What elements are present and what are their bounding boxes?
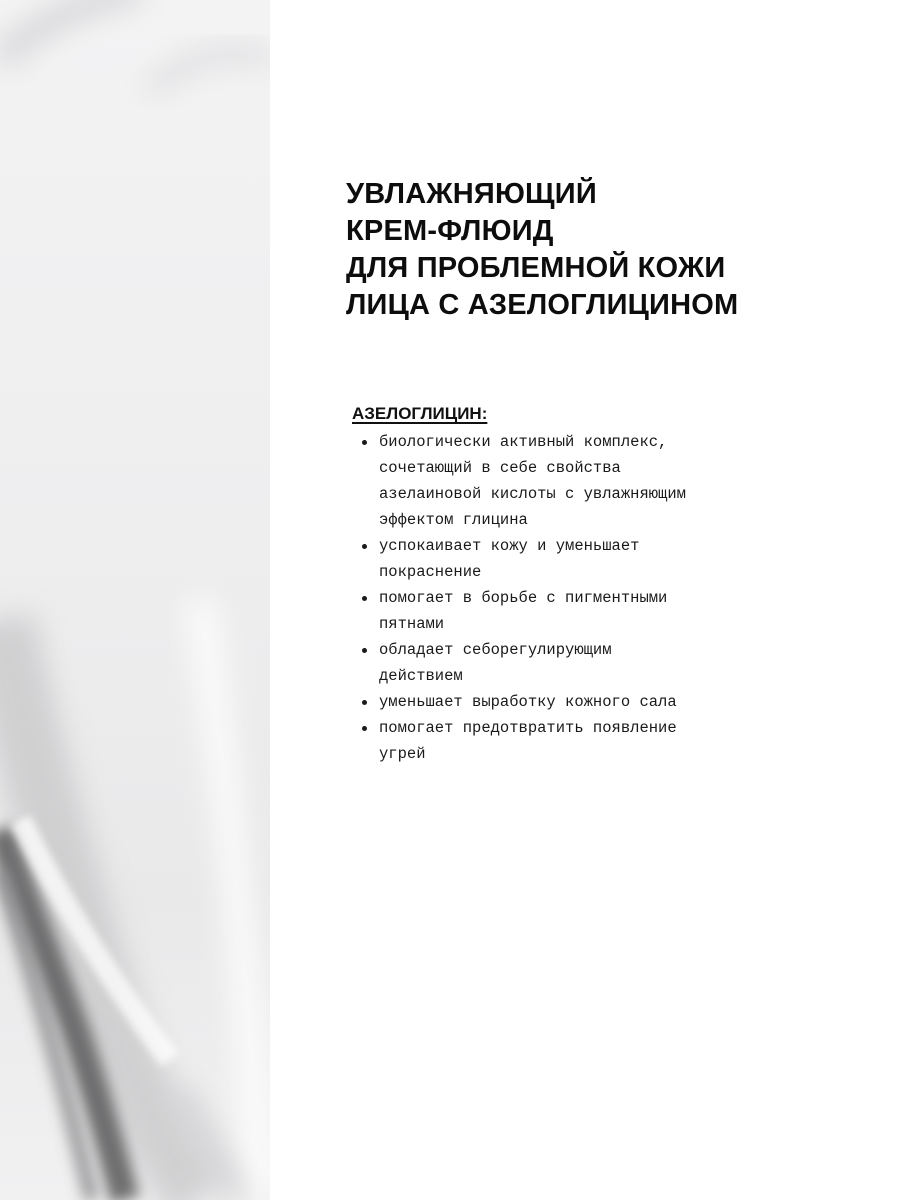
benefits-list bbox=[352, 429, 866, 767]
list-item-text: обладает себорегулирующим действием bbox=[379, 641, 612, 685]
bullet-icon bbox=[362, 726, 367, 731]
cream-swirl-graphic bbox=[0, 0, 270, 1200]
list-item bbox=[352, 585, 866, 637]
cream-texture-image bbox=[0, 0, 270, 1200]
ingredient-section bbox=[352, 403, 866, 767]
list-item-text: успокаивает кожу и уменьшает покраснение bbox=[379, 537, 640, 581]
list-item-text: уменьшает выработку кожного сала bbox=[379, 693, 677, 711]
list-item bbox=[352, 429, 866, 533]
product-title-line: УВЛАЖНЯЮЩИЙ bbox=[346, 178, 597, 210]
bullet-icon bbox=[362, 648, 367, 653]
product-title bbox=[346, 176, 866, 324]
list-item-text: биологически активный комплекс, сочетающий в себе свойства азелаиновой кислоты с увлажняющим эффектом глицина bbox=[379, 433, 686, 529]
bullet-icon bbox=[362, 544, 367, 549]
bullet-icon bbox=[362, 440, 367, 445]
list-item-text: помогает в борьбе с пигментными пятнами bbox=[379, 589, 668, 633]
list-item bbox=[352, 689, 866, 715]
list-item bbox=[352, 533, 866, 585]
list-item bbox=[352, 637, 866, 689]
product-title-line: ЛИЦА С АЗЕЛОГЛИЦИНОМ bbox=[346, 289, 739, 321]
list-item bbox=[352, 715, 866, 767]
product-title-line: ДЛЯ ПРОБЛЕМНОЙ КОЖИ bbox=[346, 252, 726, 284]
bullet-icon bbox=[362, 700, 367, 705]
product-description bbox=[346, 176, 866, 767]
list-item-text: помогает предотвратить появление угрей bbox=[379, 719, 677, 763]
ingredient-title: АЗЕЛОГЛИЦИН: bbox=[352, 404, 488, 423]
bullet-icon bbox=[362, 596, 367, 601]
product-title-line: КРЕМ-ФЛЮИД bbox=[346, 215, 554, 247]
